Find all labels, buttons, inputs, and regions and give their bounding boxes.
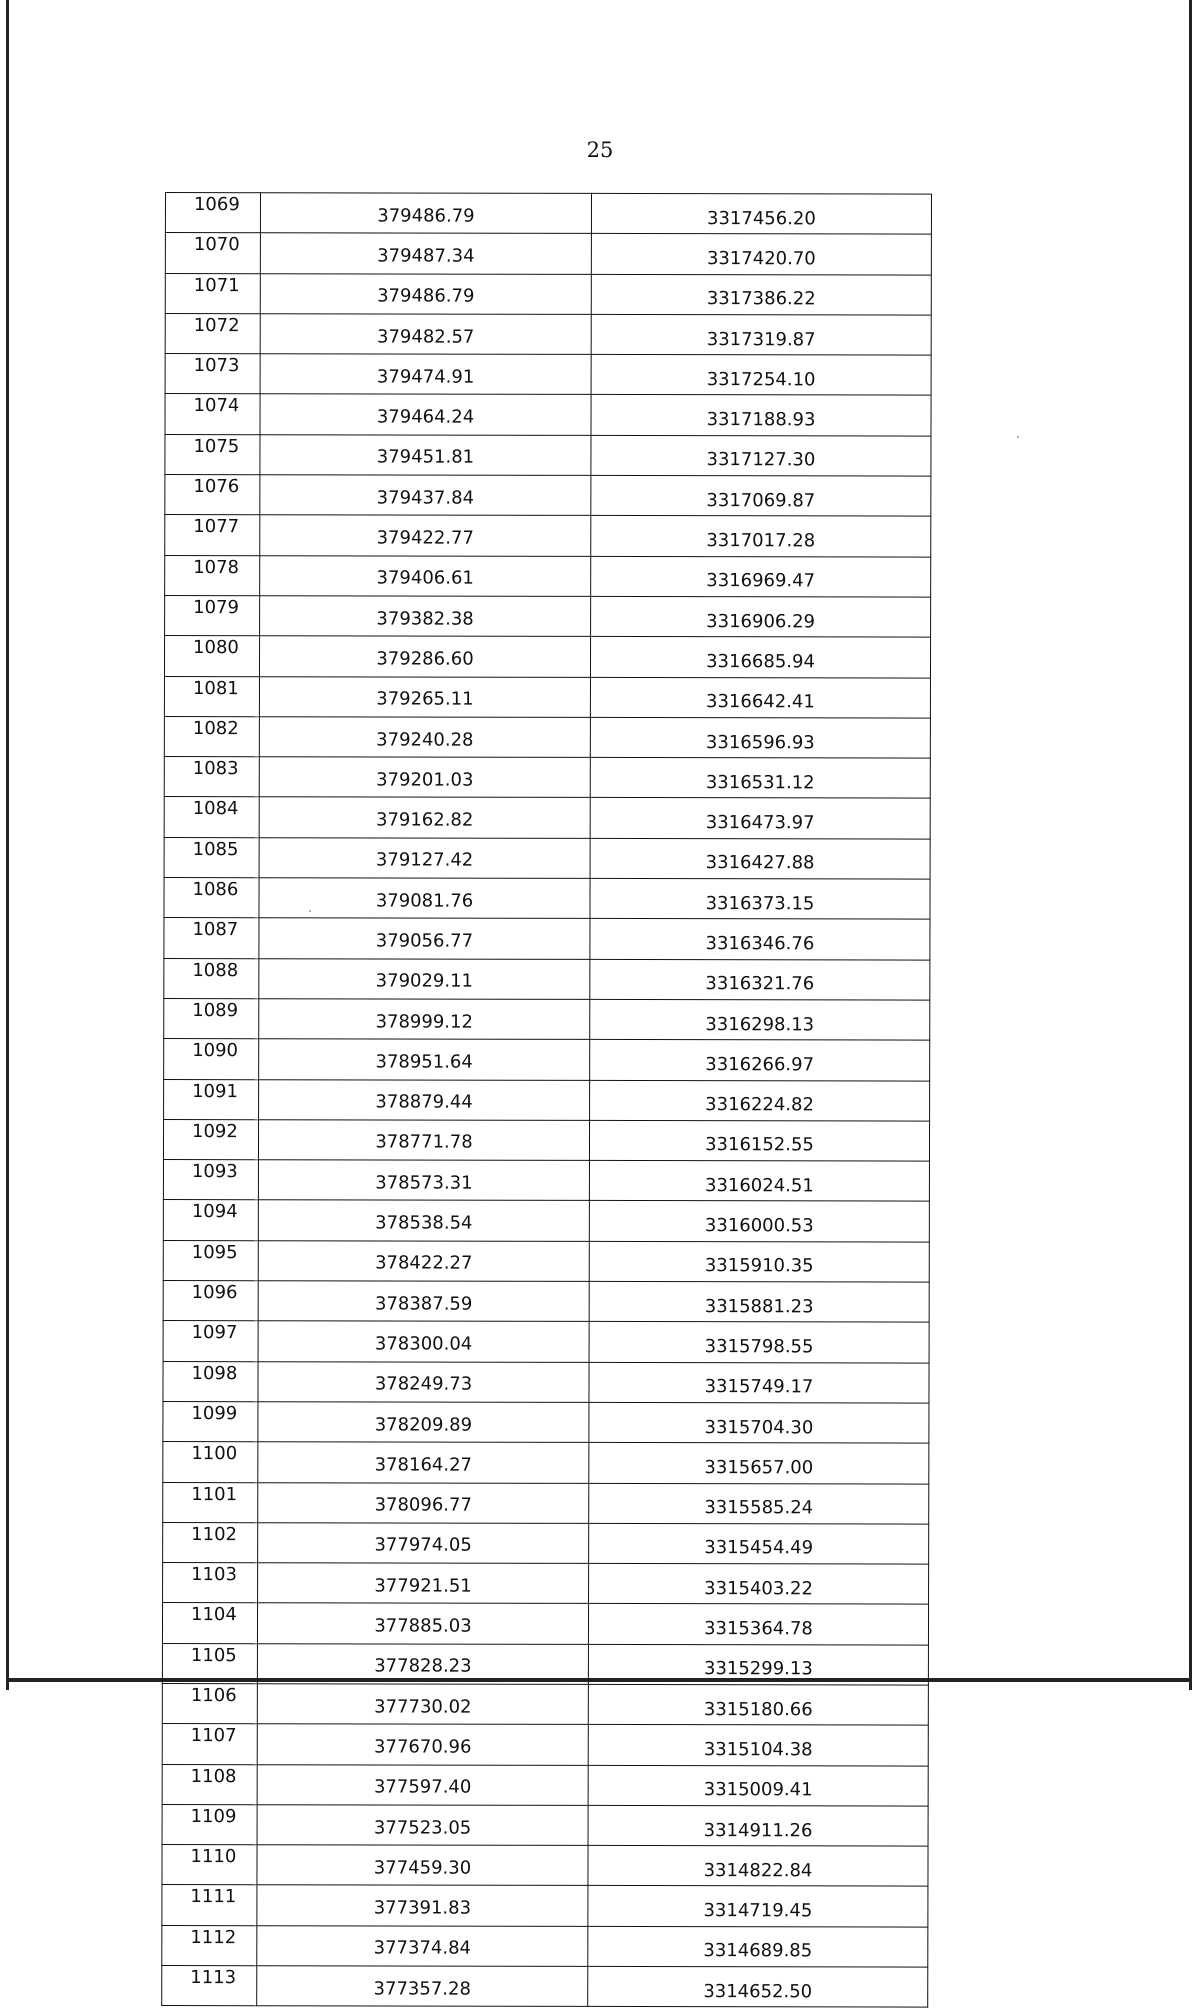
point-id-cell: 1092 (163, 1119, 258, 1159)
northing-cell: 3314689.85 (588, 1926, 928, 1967)
easting-cell: 378300.04 (258, 1321, 589, 1362)
easting-cell: 377374.84 (257, 1925, 588, 1966)
table-row (163, 1442, 929, 1484)
easting-cell: 379081.76 (259, 878, 590, 919)
table-row (163, 1401, 929, 1443)
table-row (163, 1482, 929, 1524)
easting-cell: 378387.59 (258, 1281, 589, 1322)
table-row (163, 1563, 929, 1605)
table-row (164, 878, 930, 920)
table-row (162, 1643, 928, 1685)
point-id-cell: 1081 (164, 676, 259, 716)
point-id-cell: 1094 (163, 1200, 258, 1240)
point-id-cell: 1086 (164, 878, 259, 918)
easting-cell: 377459.30 (257, 1845, 588, 1886)
northing-cell: 3315009.41 (588, 1765, 928, 1806)
northing-cell: 3317017.28 (591, 516, 931, 557)
easting-cell: 377523.05 (257, 1805, 588, 1846)
easting-cell: 377921.51 (258, 1563, 589, 1604)
coordinates-table (161, 192, 932, 2008)
northing-cell: 3316373.15 (590, 878, 930, 919)
easting-cell: 379029.11 (259, 958, 590, 999)
table-row (163, 1240, 929, 1282)
easting-cell: 379464.24 (260, 394, 591, 435)
table-row (162, 1966, 928, 2008)
northing-cell: 3316531.12 (590, 758, 930, 799)
point-id-cell: 1072 (165, 313, 260, 353)
table-row (163, 1160, 929, 1202)
point-id-cell: 1079 (165, 595, 260, 635)
northing-cell: 3317188.93 (591, 395, 931, 436)
northing-cell: 3315881.23 (589, 1281, 929, 1322)
easting-cell: 378573.31 (258, 1160, 589, 1201)
point-id-cell: 1087 (164, 918, 259, 958)
table-row (165, 354, 931, 396)
table-row (165, 313, 931, 355)
northing-cell: 3316224.82 (590, 1080, 930, 1121)
point-id-cell: 1096 (163, 1281, 258, 1321)
point-id-cell: 1075 (165, 434, 260, 474)
point-id-cell: 1078 (165, 555, 260, 595)
table-row (162, 1724, 928, 1766)
point-id-cell: 1076 (165, 475, 260, 515)
easting-cell: 379265.11 (259, 676, 590, 717)
northing-cell: 3316024.51 (589, 1161, 929, 1202)
point-id-cell: 1082 (164, 716, 259, 756)
point-id-cell: 1093 (163, 1160, 258, 1200)
northing-cell: 3314822.84 (588, 1846, 928, 1887)
coordinates-table-body (162, 193, 932, 2008)
easting-cell: 377730.02 (257, 1684, 588, 1725)
northing-cell: 3317254.10 (591, 355, 931, 396)
table-row (163, 1200, 929, 1242)
easting-cell: 379451.81 (260, 434, 591, 475)
northing-cell: 3314719.45 (588, 1886, 928, 1927)
point-id-cell: 1073 (165, 354, 260, 394)
point-id-cell: 1106 (162, 1683, 257, 1723)
table-row (162, 1603, 928, 1645)
northing-cell: 3315180.66 (588, 1684, 928, 1725)
northing-cell: 3315657.00 (589, 1443, 929, 1484)
table-row (165, 193, 931, 235)
easting-cell: 378538.54 (258, 1200, 589, 1241)
northing-cell: 3315749.17 (589, 1362, 929, 1403)
table-row (164, 757, 930, 799)
northing-cell: 3316969.47 (591, 556, 931, 597)
easting-cell: 379240.28 (259, 717, 590, 758)
table-row (164, 958, 930, 1000)
northing-cell: 3315798.55 (589, 1322, 929, 1363)
northing-cell: 3315704.30 (589, 1402, 929, 1443)
table-row (164, 797, 930, 839)
northing-cell: 3316266.97 (590, 1040, 930, 1081)
table-row (163, 1281, 929, 1323)
page-left-border (6, 0, 9, 1690)
easting-cell: 377357.28 (257, 1966, 588, 2007)
easting-cell: 379482.57 (260, 314, 591, 355)
point-id-cell: 1069 (165, 193, 260, 233)
northing-cell: 3317319.87 (591, 314, 931, 355)
northing-cell: 3315585.24 (589, 1483, 929, 1524)
table-row (164, 716, 930, 758)
easting-cell: 378096.77 (258, 1482, 589, 1523)
easting-cell: 377391.83 (257, 1885, 588, 1926)
point-id-cell: 1104 (162, 1603, 257, 1643)
easting-cell: 378951.64 (259, 1039, 590, 1080)
northing-cell: 3316298.13 (590, 999, 930, 1040)
table-row (164, 918, 930, 960)
northing-cell: 3316906.29 (591, 596, 931, 637)
point-id-cell: 1080 (164, 636, 259, 676)
easting-cell: 378771.78 (258, 1120, 589, 1161)
table-row (164, 636, 930, 678)
easting-cell: 378164.27 (258, 1442, 589, 1483)
northing-cell: 3317386.22 (591, 274, 931, 315)
point-id-cell: 1083 (164, 757, 259, 797)
easting-cell: 379486.79 (260, 193, 591, 234)
table-row (164, 998, 930, 1040)
point-id-cell: 1110 (162, 1845, 257, 1885)
northing-cell: 3317069.87 (591, 475, 931, 516)
point-id-cell: 1099 (163, 1401, 258, 1441)
easting-cell: 379127.42 (259, 837, 590, 878)
table-row (164, 676, 930, 718)
table-row (163, 1321, 929, 1363)
northing-cell: 3314652.50 (588, 1966, 928, 2007)
easting-cell: 378249.73 (258, 1361, 589, 1402)
easting-cell: 379382.38 (260, 596, 591, 637)
easting-cell: 377670.96 (257, 1724, 588, 1765)
table-row (162, 1764, 928, 1806)
table-row (163, 1119, 929, 1161)
easting-cell: 378999.12 (259, 999, 590, 1040)
easting-cell: 379474.91 (260, 354, 591, 395)
point-id-cell: 1084 (164, 797, 259, 837)
point-id-cell: 1074 (165, 394, 260, 434)
scan-speck (1017, 436, 1019, 438)
point-id-cell: 1091 (164, 1079, 259, 1119)
table-row (165, 394, 931, 436)
table-row (165, 434, 931, 476)
easting-cell: 379286.60 (259, 636, 590, 677)
northing-cell: 3316346.76 (590, 919, 930, 960)
northing-cell: 3316596.93 (590, 717, 930, 758)
easting-cell: 378422.27 (258, 1240, 589, 1281)
easting-cell: 377885.03 (257, 1603, 588, 1644)
point-id-cell: 1105 (162, 1643, 257, 1683)
table-row (164, 837, 930, 879)
northing-cell: 3315104.38 (588, 1725, 928, 1766)
easting-cell: 377597.40 (257, 1764, 588, 1805)
point-id-cell: 1107 (162, 1724, 257, 1764)
point-id-cell: 1112 (162, 1925, 257, 1965)
point-id-cell: 1102 (163, 1522, 258, 1562)
easting-cell: 379406.61 (260, 555, 591, 596)
table-row (163, 1522, 929, 1564)
easting-cell: 379437.84 (260, 475, 591, 516)
easting-cell: 379162.82 (259, 797, 590, 838)
northing-cell: 3316685.94 (590, 637, 930, 678)
table-row (164, 1079, 930, 1121)
table-row (165, 475, 931, 517)
table-row (162, 1885, 928, 1927)
northing-cell: 3317420.70 (591, 234, 931, 275)
point-id-cell: 1109 (162, 1804, 257, 1844)
table-row (162, 1804, 928, 1846)
point-id-cell: 1108 (162, 1764, 257, 1804)
easting-cell: 377828.23 (257, 1643, 588, 1684)
page-right-border (1189, 0, 1192, 1690)
table-row (162, 1925, 928, 1967)
table-row (162, 1845, 928, 1887)
page-number: 25 (586, 138, 614, 162)
easting-cell: 378209.89 (258, 1402, 589, 1443)
northing-cell: 3315299.13 (588, 1644, 928, 1685)
table-row (165, 595, 931, 637)
point-id-cell: 1113 (162, 1966, 257, 2006)
point-id-cell: 1071 (165, 273, 260, 313)
northing-cell: 3316152.55 (589, 1120, 929, 1161)
northing-cell: 3316642.41 (590, 677, 930, 718)
table-row (165, 233, 931, 275)
point-id-cell: 1089 (164, 998, 259, 1038)
point-id-cell: 1070 (165, 233, 260, 273)
point-id-cell: 1097 (163, 1321, 258, 1361)
point-id-cell: 1100 (163, 1442, 258, 1482)
easting-cell: 378879.44 (259, 1079, 590, 1120)
northing-cell: 3317127.30 (591, 435, 931, 476)
table-row (164, 1039, 930, 1081)
point-id-cell: 1111 (162, 1885, 257, 1925)
northing-cell: 3316473.97 (590, 798, 930, 839)
table-row (165, 273, 931, 315)
northing-cell: 3315910.35 (589, 1241, 929, 1282)
table-row (165, 555, 931, 597)
easting-cell: 377974.05 (258, 1522, 589, 1563)
northing-cell: 3314911.26 (588, 1805, 928, 1846)
northing-cell: 3316000.53 (589, 1201, 929, 1242)
point-id-cell: 1077 (165, 515, 260, 555)
point-id-cell: 1098 (163, 1361, 258, 1401)
northing-cell: 3315454.49 (589, 1523, 929, 1564)
northing-cell: 3315364.78 (588, 1604, 928, 1645)
easting-cell: 379487.34 (260, 233, 591, 274)
easting-cell: 379201.03 (259, 757, 590, 798)
point-id-cell: 1103 (163, 1563, 258, 1603)
point-id-cell: 1090 (164, 1039, 259, 1079)
point-id-cell: 1101 (163, 1482, 258, 1522)
table-row (165, 515, 931, 557)
point-id-cell: 1085 (164, 837, 259, 877)
table-row (163, 1361, 929, 1403)
scan-speck (309, 910, 311, 912)
point-id-cell: 1095 (163, 1240, 258, 1280)
easting-cell: 379486.79 (260, 273, 591, 314)
point-id-cell: 1088 (164, 958, 259, 998)
northing-cell: 3316321.76 (590, 959, 930, 1000)
easting-cell: 379422.77 (260, 515, 591, 556)
northing-cell: 3315403.22 (589, 1563, 929, 1604)
northing-cell: 3316427.88 (590, 838, 930, 879)
easting-cell: 379056.77 (259, 918, 590, 959)
northing-cell: 3317456.20 (591, 193, 931, 234)
